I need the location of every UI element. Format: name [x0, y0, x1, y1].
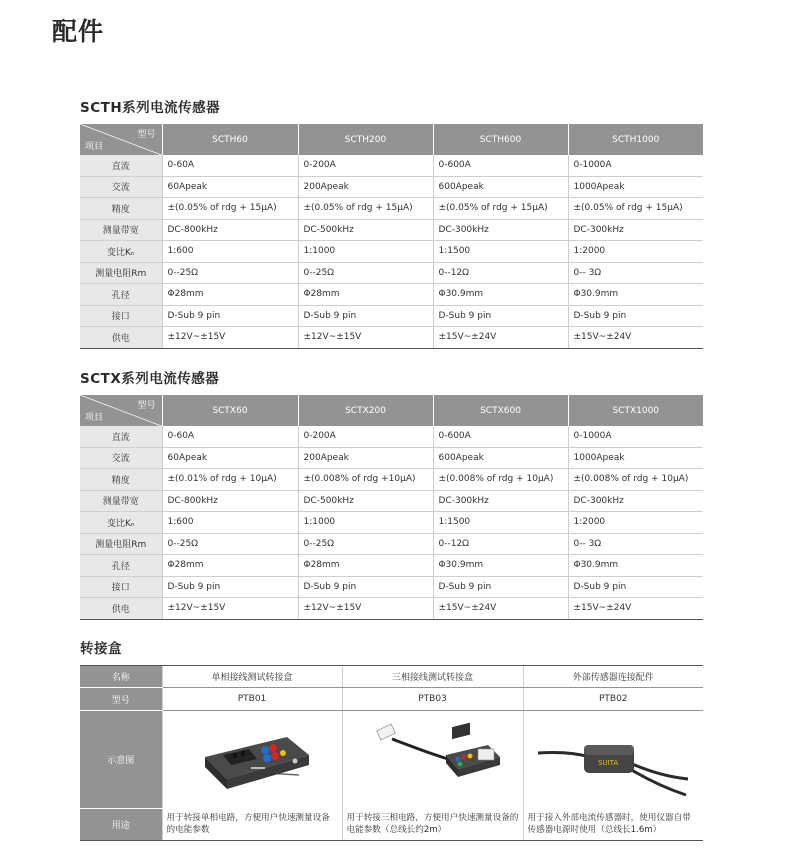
- table-cell: 200Apeak: [298, 447, 433, 469]
- table-cell: ±12V~±15V: [162, 327, 298, 349]
- corner-item-label: 项目: [85, 142, 104, 152]
- table-cell: Φ28mm: [162, 555, 298, 577]
- row-label: 孔径: [80, 555, 162, 577]
- brand-logo-text: SUITA: [598, 758, 619, 767]
- table-corner-cell: [80, 395, 162, 426]
- table-cell: DC-800kHz: [162, 219, 298, 241]
- table-cell: 60Apeak: [162, 176, 298, 198]
- table-row: [80, 198, 703, 220]
- table-cell: 0-600A: [433, 426, 568, 447]
- table-cell: 0-200A: [298, 155, 433, 176]
- table-cell: 600Apeak: [433, 176, 568, 198]
- table-cell: ±(0.008% of rdg +10μA): [298, 469, 433, 491]
- scth-section-title: SCTH系列电流传感器: [80, 100, 221, 116]
- table-cell: 0-- 3Ω: [568, 533, 703, 555]
- table-cell: 0--25Ω: [298, 262, 433, 284]
- adapter-use: 用于转接三相电路，方便用户快速测量设备的电能参数（总线长约2m）: [342, 809, 523, 841]
- table-cell: 0--12Ω: [433, 533, 568, 555]
- table-cell: ±15V~±24V: [433, 327, 568, 349]
- row-label-model: 型号: [80, 688, 162, 711]
- scth-spec-table: [80, 124, 703, 349]
- table-cell: 0-1000A: [568, 155, 703, 176]
- table-row: [80, 155, 703, 176]
- table-row: [80, 305, 703, 327]
- adapter-model: PTB03: [342, 688, 523, 711]
- table-row: [80, 576, 703, 598]
- table-cell: DC-300kHz: [568, 219, 703, 241]
- row-label: 接口: [80, 576, 162, 598]
- table-cell: 200Apeak: [298, 176, 433, 198]
- row-label: 直流: [80, 155, 162, 176]
- table-cell: Φ28mm: [298, 555, 433, 577]
- adapter-model: PTB02: [523, 688, 703, 711]
- table-row: [80, 219, 703, 241]
- adapter-image-cell: [162, 711, 342, 809]
- table-cell: 0-600A: [433, 155, 568, 176]
- table-cell: D-Sub 9 pin: [162, 305, 298, 327]
- row-label-name: 名称: [80, 666, 162, 688]
- adapter-use: 用于接入外部电流传感器时，使用仪器自带传感器电源时使用（总线长1.6m）: [523, 809, 703, 841]
- row-label: 测量带宽: [80, 219, 162, 241]
- table-cell: 60Apeak: [162, 447, 298, 469]
- adapter-model: PTB01: [162, 688, 342, 711]
- table-cell: DC-800kHz: [162, 490, 298, 512]
- table-cell: 1:1500: [433, 241, 568, 263]
- table-row: [80, 555, 703, 577]
- table-cell: 600Apeak: [433, 447, 568, 469]
- row-label: 精度: [80, 469, 162, 491]
- table-cell: ±(0.01% of rdg + 10μA): [162, 469, 298, 491]
- table-row: [80, 512, 703, 534]
- corner-item-label: 项目: [85, 413, 104, 423]
- table-row: [80, 176, 703, 198]
- table-cell: 0--25Ω: [162, 262, 298, 284]
- table-cell: Φ30.9mm: [433, 555, 568, 577]
- table-cell: ±(0.008% of rdg + 10μA): [568, 469, 703, 491]
- row-label: 交流: [80, 176, 162, 198]
- row-label: 直流: [80, 426, 162, 447]
- table-cell: 1:600: [162, 241, 298, 263]
- table-cell: D-Sub 9 pin: [298, 305, 433, 327]
- adapter-section-title: 转接盒: [80, 641, 122, 657]
- adapter-image-cell: [523, 711, 703, 809]
- model-header: SCTH1000: [568, 124, 703, 155]
- table-row: [80, 469, 703, 491]
- table-corner-cell: [80, 124, 162, 155]
- table-cell: DC-300kHz: [568, 490, 703, 512]
- adapter-use: 用于转接单相电路，方便用户快速测量设备的电能参数: [162, 809, 342, 841]
- adapter-name: 单相接线测试转接盒: [162, 666, 342, 688]
- adapter-name: 外部传感器连接配件: [523, 666, 703, 688]
- corner-model-label: 型号: [137, 401, 156, 411]
- table-cell: DC-500kHz: [298, 490, 433, 512]
- table-row: [80, 447, 703, 469]
- row-label: 测量带宽: [80, 490, 162, 512]
- row-label: 精度: [80, 198, 162, 220]
- table-cell: ±(0.008% of rdg + 10μA): [433, 469, 568, 491]
- table-cell: Φ28mm: [162, 284, 298, 306]
- table-cell: ±15V~±24V: [568, 598, 703, 620]
- model-header: SCTH60: [162, 124, 298, 155]
- table-cell: 0-60A: [162, 426, 298, 447]
- external-sensor-connector-image: [528, 715, 698, 805]
- row-label-image: 示意图: [80, 711, 162, 809]
- table-cell: Φ30.9mm: [568, 555, 703, 577]
- table-cell: 0--25Ω: [298, 533, 433, 555]
- sctx-spec-table: [80, 395, 703, 620]
- table-cell: ±15V~±24V: [433, 598, 568, 620]
- table-cell: Φ28mm: [298, 284, 433, 306]
- table-cell: 1:1000: [298, 241, 433, 263]
- adapter-name: 三相接线测试转接盒: [342, 666, 523, 688]
- table-cell: ±12V~±15V: [298, 598, 433, 620]
- table-cell: D-Sub 9 pin: [433, 576, 568, 598]
- table-row: [80, 490, 703, 512]
- table-cell: D-Sub 9 pin: [568, 576, 703, 598]
- model-header: SCTX200: [298, 395, 433, 426]
- table-row: [80, 241, 703, 263]
- table-cell: DC-300kHz: [433, 219, 568, 241]
- table-cell: 1000Apeak: [568, 176, 703, 198]
- table-cell: ±(0.05% of rdg + 15μA): [568, 198, 703, 220]
- table-cell: D-Sub 9 pin: [162, 576, 298, 598]
- table-cell: 1:2000: [568, 512, 703, 534]
- row-label: 接口: [80, 305, 162, 327]
- table-cell: D-Sub 9 pin: [298, 576, 433, 598]
- table-row: [80, 598, 703, 620]
- table-cell: 1:1000: [298, 512, 433, 534]
- table-cell: ±12V~±15V: [162, 598, 298, 620]
- table-cell: Φ30.9mm: [433, 284, 568, 306]
- table-cell: DC-300kHz: [433, 490, 568, 512]
- table-cell: 0--12Ω: [433, 262, 568, 284]
- row-label: 交流: [80, 447, 162, 469]
- model-header: SCTX1000: [568, 395, 703, 426]
- row-label-use: 用途: [80, 809, 162, 841]
- table-cell: 1:2000: [568, 241, 703, 263]
- table-cell: ±15V~±24V: [568, 327, 703, 349]
- row-label: 供电: [80, 327, 162, 349]
- corner-model-label: 型号: [137, 130, 156, 140]
- table-cell: 0-200A: [298, 426, 433, 447]
- table-cell: ±(0.05% of rdg + 15μA): [298, 198, 433, 220]
- model-header: SCTX600: [433, 395, 568, 426]
- row-label: 变比Kₙ: [80, 241, 162, 263]
- model-header: SCTX60: [162, 395, 298, 426]
- table-cell: Φ30.9mm: [568, 284, 703, 306]
- adapter-box-table: [80, 665, 703, 841]
- row-label: 测量电阻Rm: [80, 262, 162, 284]
- three-phase-adapter-box-image: [348, 715, 518, 805]
- table-cell: 0-1000A: [568, 426, 703, 447]
- table-cell: 1:600: [162, 512, 298, 534]
- row-label: 测量电阻Rm: [80, 533, 162, 555]
- table-cell: 0-60A: [162, 155, 298, 176]
- table-cell: D-Sub 9 pin: [568, 305, 703, 327]
- table-cell: ±(0.05% of rdg + 15μA): [433, 198, 568, 220]
- model-header: SCTH200: [298, 124, 433, 155]
- row-label: 孔径: [80, 284, 162, 306]
- table-cell: 1000Apeak: [568, 447, 703, 469]
- table-cell: ±(0.05% of rdg + 15μA): [162, 198, 298, 220]
- table-row: [80, 284, 703, 306]
- table-cell: 1:1500: [433, 512, 568, 534]
- page-title: 配件: [52, 17, 105, 46]
- row-label: 供电: [80, 598, 162, 620]
- table-row: [80, 426, 703, 447]
- table-row: [80, 327, 703, 349]
- table-row: [80, 533, 703, 555]
- table-cell: DC-500kHz: [298, 219, 433, 241]
- table-cell: ±12V~±15V: [298, 327, 433, 349]
- table-cell: D-Sub 9 pin: [433, 305, 568, 327]
- table-row: [80, 262, 703, 284]
- row-label: 变比Kₙ: [80, 512, 162, 534]
- single-phase-adapter-box-image: [167, 715, 337, 805]
- adapter-image-cell: [342, 711, 523, 809]
- sctx-section-title: SCTX系列电流传感器: [80, 371, 220, 387]
- table-cell: 0-- 3Ω: [568, 262, 703, 284]
- table-cell: 0--25Ω: [162, 533, 298, 555]
- model-header: SCTH600: [433, 124, 568, 155]
